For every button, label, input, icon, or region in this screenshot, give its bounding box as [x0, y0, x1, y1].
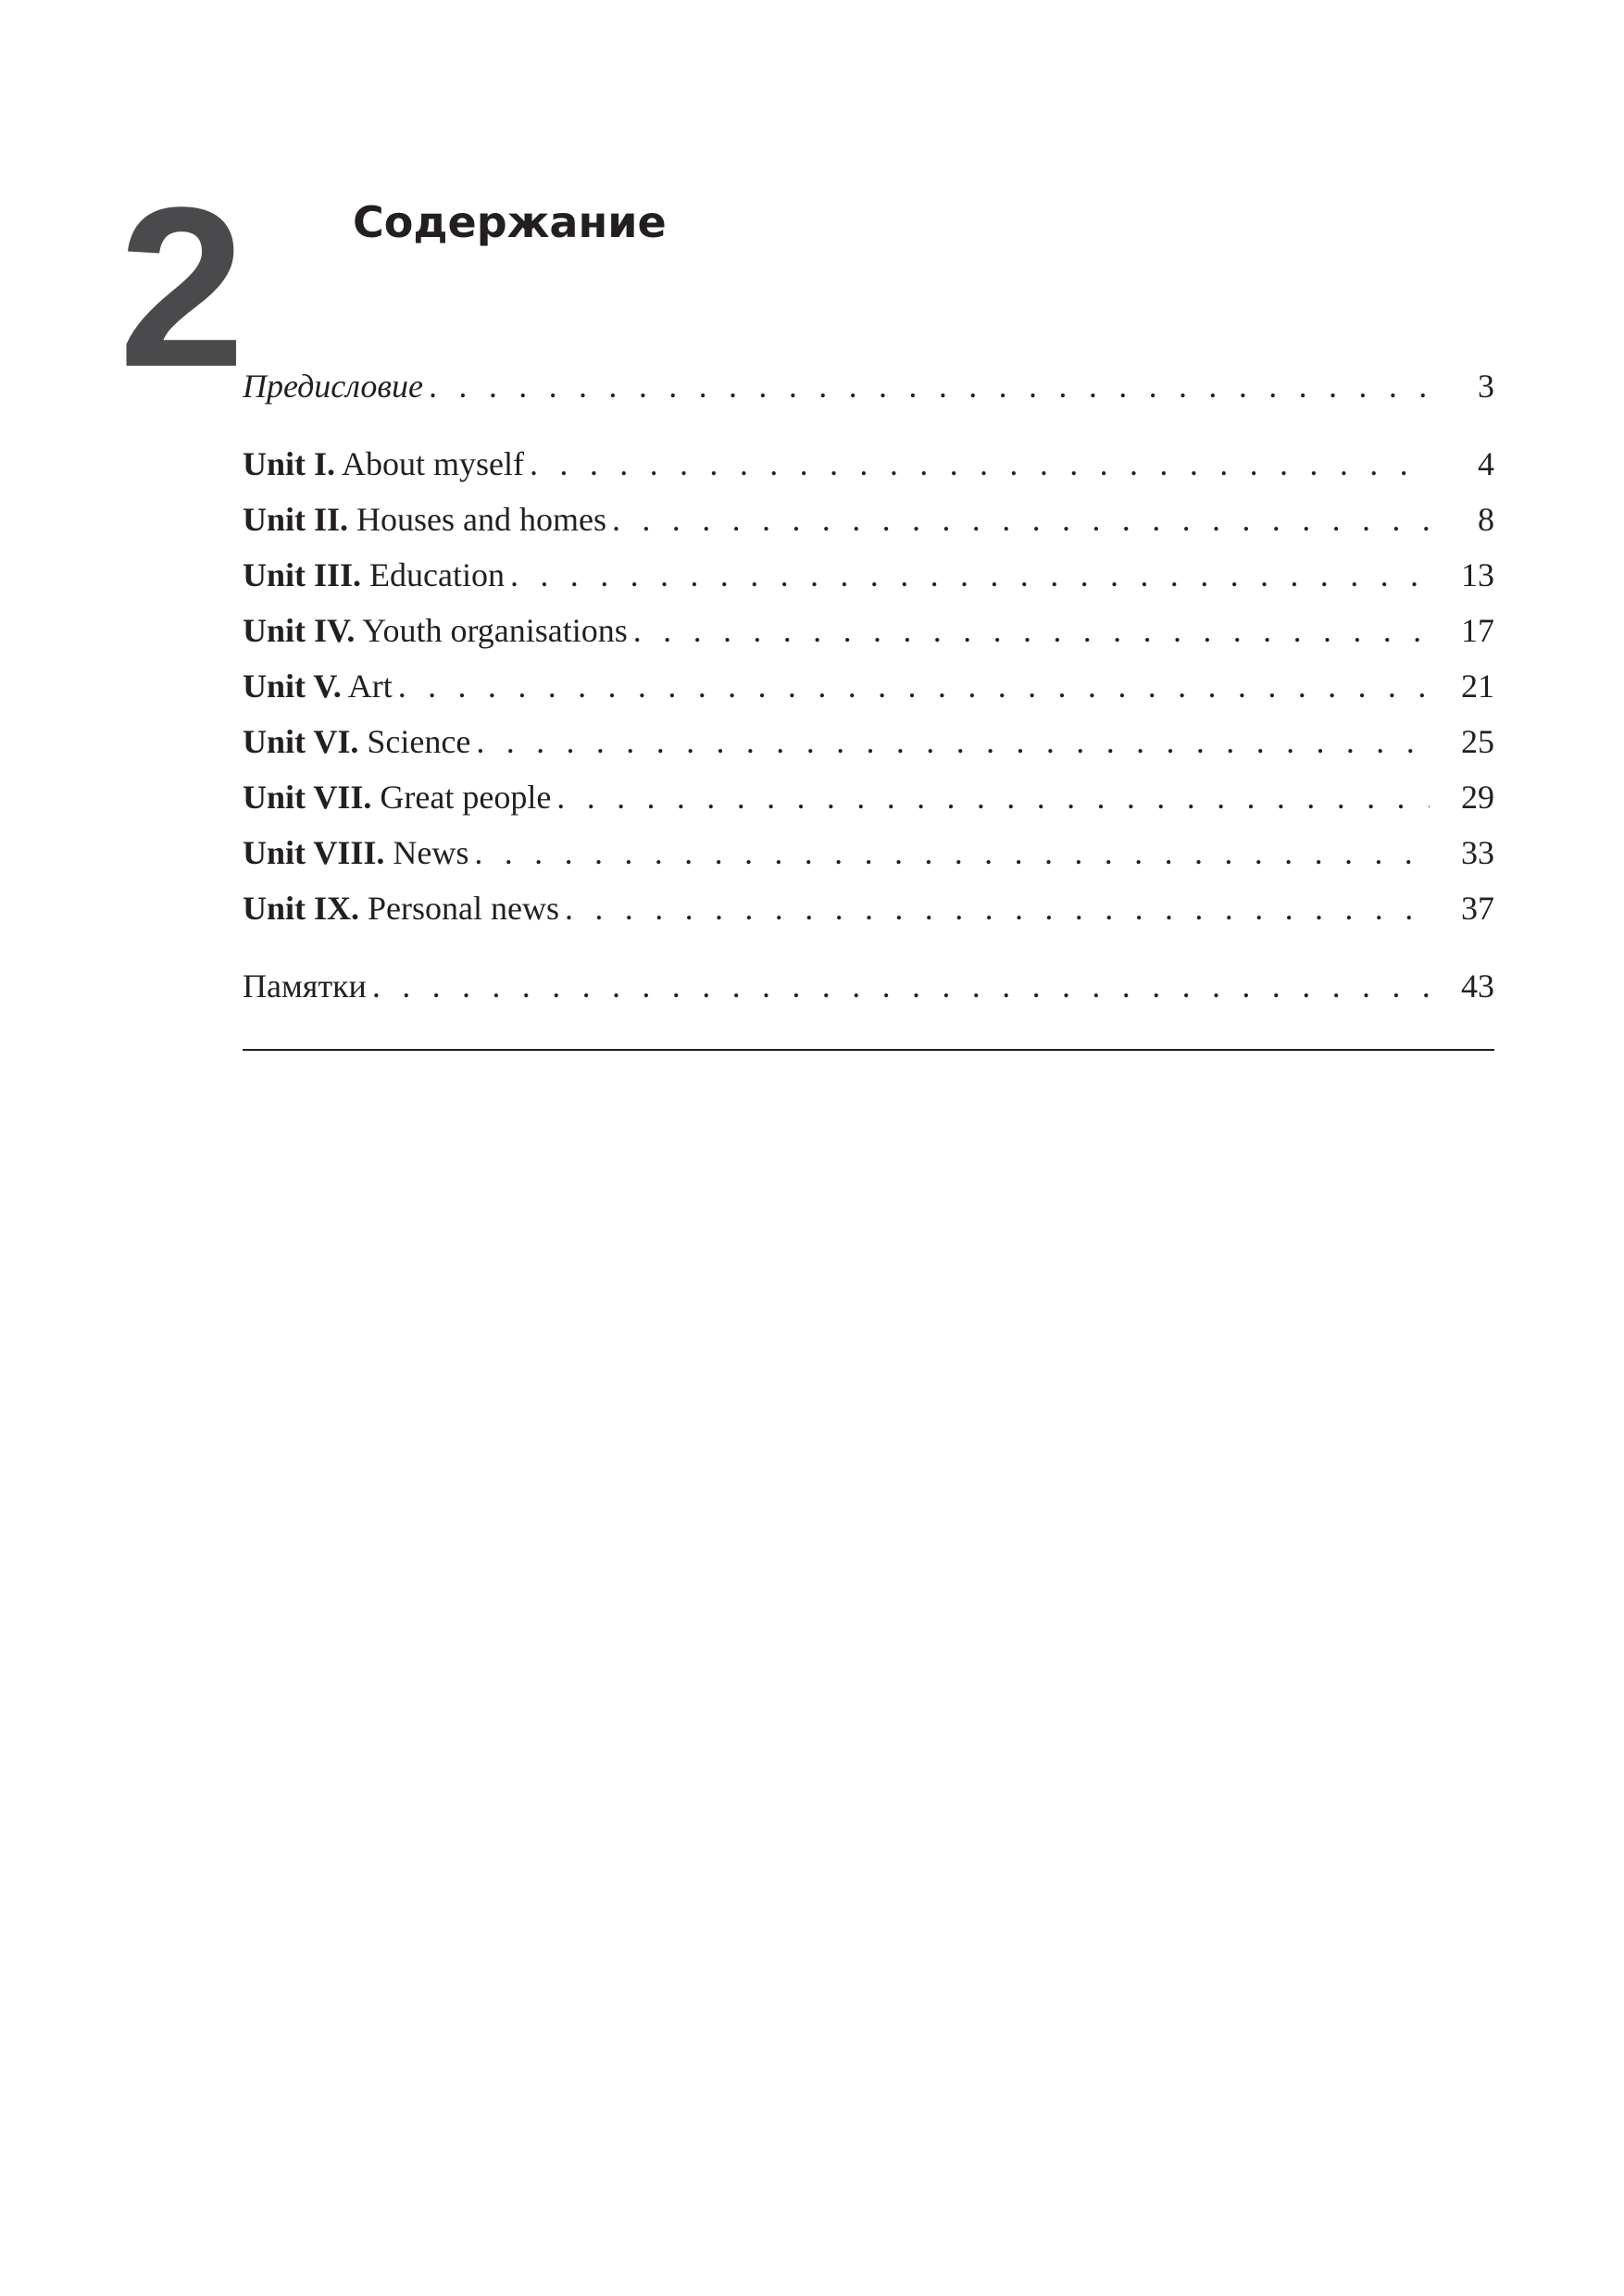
toc-entry-memos[interactable] [243, 958, 1494, 1014]
toc-page-number: 43 [1461, 967, 1494, 1004]
toc-entry-title: Personal news [368, 890, 559, 927]
unit-label: Unit V. [243, 668, 342, 705]
toc-entry-unit-2[interactable] [243, 492, 1494, 547]
dot-leader [476, 714, 1430, 769]
toc-entry-text [243, 492, 612, 547]
toc-entry-title: Art [347, 668, 393, 705]
page-number: 2 [119, 160, 242, 415]
unit-label: Unit IX. [243, 890, 360, 927]
toc-page-number: 21 [1461, 668, 1494, 705]
toc-entry-title: Great people [380, 779, 552, 816]
table-of-contents [243, 358, 1494, 1014]
toc-entry-unit-8[interactable] [243, 825, 1494, 880]
toc-entry-title: Памятки [243, 958, 372, 1014]
toc-entry-title: Science [367, 723, 471, 760]
toc-page-number: 8 [1478, 501, 1494, 538]
unit-label: Unit VII. [243, 779, 372, 816]
toc-entry-title: About myself [342, 445, 525, 482]
toc-entry-title: News [393, 834, 469, 871]
page-title: Содержание [353, 197, 667, 247]
toc-entry-text [243, 880, 565, 936]
toc-entry-title: Предисловие [243, 358, 429, 414]
toc-page-number: 4 [1478, 445, 1494, 482]
toc-entry-title: Youth organisations [362, 612, 628, 649]
dot-leader [530, 436, 1430, 492]
unit-label: Unit VI. [243, 723, 359, 760]
toc-entry-title: Education [369, 556, 505, 593]
toc-entry-text [243, 769, 556, 825]
toc-page-number: 33 [1461, 834, 1494, 871]
dot-leader [429, 358, 1430, 414]
toc-entry-text [243, 436, 530, 492]
toc-entry-text [243, 547, 510, 603]
unit-label: Unit VIII. [243, 834, 385, 871]
toc-page-number: 3 [1478, 368, 1494, 405]
toc-entry-text [243, 825, 474, 880]
toc-entry-unit-1[interactable] [243, 436, 1494, 492]
dot-leader [633, 603, 1430, 658]
dot-leader [510, 547, 1430, 603]
toc-entry-unit-4[interactable] [243, 603, 1494, 658]
toc-page-number: 17 [1461, 612, 1494, 649]
dot-leader [372, 958, 1430, 1014]
toc-page-number: 25 [1461, 723, 1494, 760]
toc-entry-unit-6[interactable] [243, 714, 1494, 769]
dot-leader [556, 769, 1430, 825]
toc-entry-unit-7[interactable] [243, 769, 1494, 825]
toc-page-number: 37 [1461, 890, 1494, 927]
toc-entry-unit-9[interactable] [243, 880, 1494, 936]
toc-page-number: 29 [1461, 779, 1494, 816]
bottom-rule [243, 1049, 1494, 1051]
toc-entry-title: Houses and homes [356, 501, 606, 538]
unit-label: Unit III. [243, 556, 362, 593]
toc-entry-preface[interactable] [243, 358, 1494, 414]
toc-page-number: 13 [1461, 556, 1494, 593]
unit-label: Unit II. [243, 501, 349, 538]
unit-label: Unit I. [243, 445, 336, 482]
dot-leader [612, 492, 1430, 547]
unit-label: Unit IV. [243, 612, 356, 649]
toc-entry-unit-3[interactable] [243, 547, 1494, 603]
dot-leader [474, 825, 1430, 880]
toc-entry-unit-5[interactable] [243, 658, 1494, 714]
toc-entry-text [243, 714, 476, 769]
toc-entry-text [243, 658, 398, 714]
dot-leader [398, 658, 1430, 714]
dot-leader [565, 880, 1430, 936]
toc-entry-text [243, 603, 633, 658]
